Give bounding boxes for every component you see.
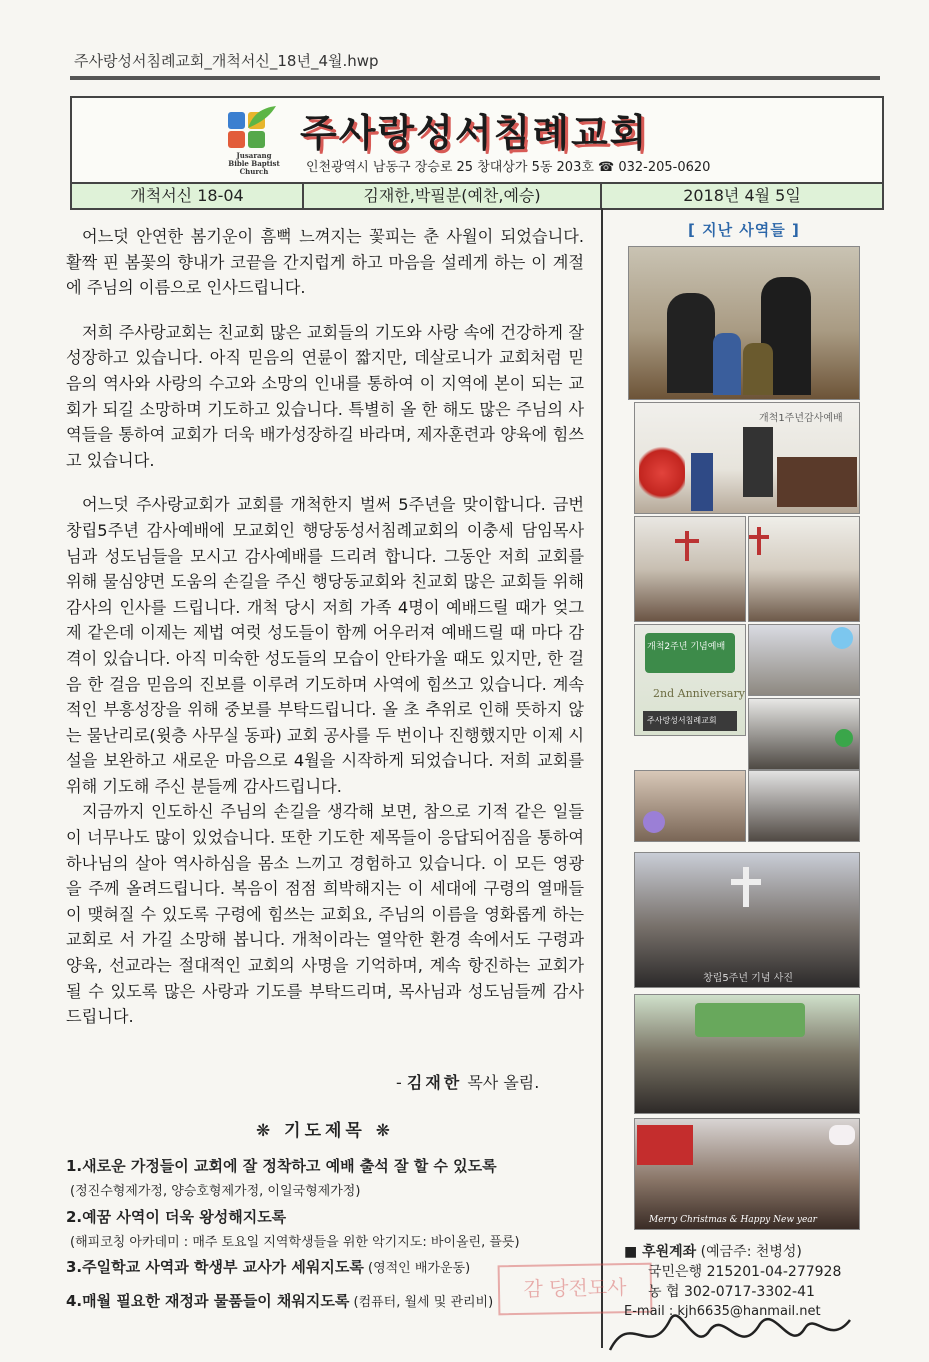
ministry-photo xyxy=(748,770,860,842)
church-logo xyxy=(222,108,286,174)
ministry-photo xyxy=(748,516,860,622)
photo-caption: 개척1주년감사예배 xyxy=(759,413,843,424)
photo-caption: 주사랑성서침례교회 xyxy=(647,716,717,725)
prayer-title: ❋ 기도제목 ❋ xyxy=(256,1121,395,1141)
ministry-photo xyxy=(634,770,746,842)
ministry-photo xyxy=(634,624,746,736)
church-address: 인천광역시 남동구 장승로 25 창대상가 5동 203호 ☎ 032-205-0620 xyxy=(306,160,711,175)
issue-authors: 김재한,박필분(예찬,예승) xyxy=(304,184,602,208)
photo-caption: 2nd Anniversary xyxy=(653,687,745,700)
letter-paragraph: 저희 주사랑교회는 친교회 많은 교회들의 기도와 사랑 속에 건강하게 잘 성장하고 있습니다. 아직 믿음의 연륜이 짧지만, 데살로니가 교회처럼 믿음의 역사와 사랑의 수고와 소망의 인내를 통하여 이 지역에 본이 되는 교회가 되길 소망하며 기도하고 있습니다. 특별히 올 한 해도 많은 주님의 사역들을 통하여 교회가 더욱 배가성장하길 바라며, 제자훈련과 양육에 힘쓰고 있습니다. xyxy=(66,322,584,470)
bank-account-number: 215201-04-277928 xyxy=(706,1264,842,1280)
account-holder: (예금주: 천병성) xyxy=(700,1244,802,1260)
bank-name: 국민은행 xyxy=(648,1264,703,1280)
signature-scribble xyxy=(600,1300,860,1362)
letterhead xyxy=(70,96,884,184)
sidebar-title: [ 지난 사역들 ] xyxy=(688,221,800,239)
top-rule xyxy=(70,76,880,80)
letter-paragraph: 어느덧 주사랑교회가 교회를 개척한지 벌써 5주년을 맞이합니다. 금번 창립5주년 감사예배에 모교회인 행당동성서침례교회의 이충세 담임목사님과 성도님들을 모시고 감사예배를 드리려 합니다. 그동안 저희 교회를 위해 물심양면 도움의 손길을 주신 행당동교회와 친교회 많은 교회들 위해 감사의 인사를 드립니다. 개척 당시 저희 가족 4명이 예배드릴 때가 엊그제 같은데 이제는 제법 여럿 성도들이 함께 어우러져 예배드릴 때 마다 감격이 있습니다. 아직 미숙한 성도들의 모습이 안타가울 때도 있지만, 한 걸음 한 걸음 믿음의 진보를 이루려 기도하며 사역에 힘쓰고 있습니다. 계속적인 부흥성장을 위해 중보를 부탁드립니다. 올 초 추위로 인해 뜻하지 않는 물난리로(윗층 사무실 동파) 교회 공사를 두 번이나 진행했지만 이제 시설을 보완하고 새로운 마음으로 4월을 시작하게 되었습니다. 저희 교회를 위해 기도해 주신 분들께 감사드립니다. xyxy=(66,495,584,796)
ministry-photo xyxy=(634,852,860,988)
signature-line: - 김재한 목사 올림. xyxy=(396,1073,540,1092)
issue-number: 개척서신 18-04 xyxy=(72,184,304,208)
letter-paragraph: 어느덧 안연한 봄기운이 흠뻑 느껴지는 꽃피는 춘 사월이 되었습니다. 활짝 핀 봄꽃의 향내가 코끝을 간지럽게 하고 마음을 설레게 하는 이 계절에 주님의 이름으로 인사드립니다. xyxy=(66,227,584,298)
photo-caption: 개척2주년 기념예배 xyxy=(647,642,726,652)
prayer-item: 3.주일학교 사역과 학생부 교사가 세워지도록 (영적인 배가운동) xyxy=(66,1258,471,1276)
ministry-photo xyxy=(634,402,860,514)
account-heading: ■ 후원계좌 xyxy=(624,1244,697,1260)
prayer-item: 2.예꿈 사역이 더욱 왕성해지도록 xyxy=(66,1208,287,1226)
prayer-item: 1.새로운 가정들이 교회에 잘 정착하고 예배 출석 잘 할 수 있도록 xyxy=(66,1157,497,1175)
ministry-photo xyxy=(748,624,860,696)
pastor-name: 김재한 xyxy=(406,1073,463,1092)
church-name: 주사랑성서침례교회 xyxy=(300,111,649,155)
leaf-icon xyxy=(242,102,282,132)
seal-stamp: 감 당전도사 xyxy=(498,1263,653,1316)
ministry-photo xyxy=(634,1118,860,1230)
ministry-photo xyxy=(628,246,860,400)
prayer-item-detail: (해피코칭 아카데미 : 매주 토요일 지역학생들을 위한 악기지도: 바이올린, 플릇) xyxy=(70,1235,520,1250)
bank-account-number: 302-0717-3302-41 xyxy=(683,1284,815,1300)
bank-name: 농 협 xyxy=(648,1284,680,1300)
prayer-item: 4.매월 필요한 재정과 물품들이 채워지도록 (컴퓨터, 월세 및 관리비) xyxy=(66,1292,494,1310)
ministry-photo xyxy=(634,994,860,1114)
logo-subname: Bible Baptist Church xyxy=(228,159,280,176)
document-filename: 주사랑성서침례교회_개척서신_18년_4월.hwp xyxy=(74,52,379,70)
ministry-photo xyxy=(748,698,860,770)
letter-body xyxy=(66,224,584,1030)
photo-caption: 창립5주년 기념 사진 xyxy=(703,973,793,984)
email-address: E-mail : kjh6635@hanmail.net xyxy=(624,1304,821,1319)
column-divider xyxy=(601,208,603,1348)
issue-date: 2018년 4월 5일 xyxy=(683,186,801,205)
prayer-item-detail: (정진수형제가정, 양승호형제가정, 이일국형제가정) xyxy=(70,1184,361,1199)
letter-paragraph: 지금까지 인도하신 주님의 손길을 생각해 보면, 참으로 기적 같은 일들이 너무나도 많이 있었습니다. 또한 기도한 제목들이 응답되어짐을 통하여 하나님의 살아 역사하심을 몸소 느끼고 경험하고 있습니다. 이 모든 영광을 주께 올려드립니다. 복음이 점점 희박해지는 이 세대에 구령의 열매들이 맺혀질 수 있도록 구령에 힘쓰는 교회요, 주님의 이름을 영화롭게 하는 교회로 서 가길 소망해 봅니다. 개척이라는 열악한 환경 속에서도 구령과 양육, 선교라는 절대적인 교회의 사명을 기억하며, 계속 항진하는 교회가 될 수 있도록 많은 사랑과 기도를 부탁드리며, 목사님과 성도님들께 감사드립니다. xyxy=(66,802,584,1027)
photo-caption: Merry Christmas & Happy New year xyxy=(649,1215,817,1225)
logo-name: Jusarang xyxy=(236,151,272,160)
ministry-photo xyxy=(634,516,746,622)
issue-info-bar xyxy=(70,182,884,210)
